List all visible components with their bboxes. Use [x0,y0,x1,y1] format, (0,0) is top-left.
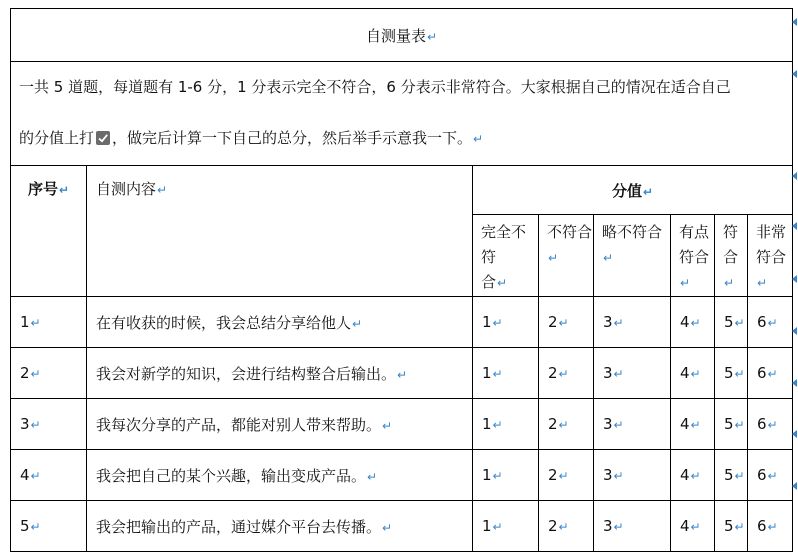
paragraph-mark-icon: ↵ [367,469,378,484]
paragraph-mark-icon: ↵ [548,251,559,265]
paragraph-mark-icon: ↵ [492,520,503,534]
paragraph-mark-icon: ↵ [492,316,503,330]
paragraph-mark-icon: ↵ [767,418,778,432]
paragraph-mark-icon: ↵ [427,29,438,44]
row-marker-icon [792,172,797,180]
row-content: 在有收获的时候，我会总结分享给他人↵ [87,297,473,348]
paragraph-mark-icon: ↵ [690,367,701,381]
score-cell: 2↵ [539,450,594,501]
paragraph-mark-icon: ↵ [558,367,569,381]
paragraph-mark-icon: ↵ [690,418,701,432]
table-title: 自测量表 [366,26,427,45]
paragraph-mark-icon: ↵ [492,469,503,483]
level-header-1: 完全不符 合↵ [473,215,539,297]
score-cell: 4↵ [671,399,715,450]
score-cell: 3↵ [594,501,671,552]
paragraph-mark-icon: ↵ [30,520,41,534]
score-cell: 1↵ [473,450,539,501]
score-cell: 6↵ [748,297,793,348]
paragraph-mark-icon: ↵ [767,367,778,381]
row-marker-icon [792,430,797,438]
paragraph-mark-icon: ↵ [690,520,701,534]
score-cell: 6↵ [748,501,793,552]
row-marker-icon [792,18,797,26]
paragraph-mark-icon: ↵ [382,520,393,535]
score-cell: 4↵ [671,501,715,552]
paragraph-mark-icon: ↵ [680,276,691,290]
paragraph-mark-icon: ↵ [558,469,569,483]
paragraph-mark-icon: ↵ [613,469,624,483]
score-cell: 3↵ [594,297,671,348]
paragraph-mark-icon: ↵ [497,276,508,290]
paragraph-mark-icon: ↵ [492,367,503,381]
paragraph-mark-icon: ↵ [558,520,569,534]
paragraph-mark-icon: ↵ [690,469,701,483]
score-cell: 1↵ [473,501,539,552]
row-seq: 2↵ [11,348,87,399]
score-cell: 4↵ [671,348,715,399]
paragraph-mark-icon: ↵ [724,276,735,290]
paragraph-mark-icon: ↵ [734,367,745,381]
row-content: 我会对新学的知识，会进行结构整合后输出。↵ [87,348,473,399]
paragraph-mark-icon: ↵ [30,316,41,330]
self-assessment-table [10,8,793,552]
paragraph-mark-icon: ↵ [157,183,168,197]
paragraph-mark-icon: ↵ [767,316,778,330]
paragraph-mark-icon: ↵ [492,418,503,432]
row-marker-icon [792,222,797,230]
row-marker-icon [792,70,797,78]
level-header-6: 非常 符合↵ [748,215,793,297]
paragraph-mark-icon: ↵ [603,251,614,265]
score-cell: 1↵ [473,297,539,348]
score-cell: 1↵ [473,348,539,399]
margin-marks [792,0,798,528]
paragraph-mark-icon: ↵ [397,367,408,382]
checked-box-icon [96,131,110,145]
row-seq: 5↵ [11,501,87,552]
level-header-2: 不符合↵ [539,215,594,297]
paragraph-mark-icon: ↵ [352,316,363,331]
score-cell: 3↵ [594,399,671,450]
table-row [11,501,793,552]
instructions-line-2: 的分值上打 ，做完后计算一下自己的总分，然后举手示意我一下。↵ [19,129,484,147]
header-score: 分值↵ [473,166,793,215]
score-cell: 6↵ [748,450,793,501]
row-marker-icon [792,327,797,335]
table-row [11,399,793,450]
table-body [11,297,793,552]
paragraph-mark-icon: ↵ [690,316,701,330]
paragraph-mark-icon: ↵ [382,418,393,433]
paragraph-mark-icon: ↵ [558,316,569,330]
score-cell: 4↵ [671,297,715,348]
score-cell: 2↵ [539,297,594,348]
row-seq: 4↵ [11,450,87,501]
header-content: 自测内容↵ [87,166,473,297]
score-cell: 5↵ [715,348,748,399]
score-cell: 2↵ [539,501,594,552]
score-cell: 5↵ [715,297,748,348]
level-header-5: 符 合↵ [715,215,748,297]
paragraph-mark-icon: ↵ [613,520,624,534]
score-cell: 5↵ [715,399,748,450]
paragraph-mark-icon: ↵ [734,469,745,483]
score-cell: 2↵ [539,399,594,450]
paragraph-mark-icon: ↵ [734,316,745,330]
score-cell: 5↵ [715,501,748,552]
paragraph-mark-icon: ↵ [30,418,41,432]
instructions-cell [11,62,793,166]
paragraph-mark-icon: ↵ [473,132,484,146]
score-cell: 3↵ [594,348,671,399]
level-header-4: 有点 符合↵ [671,215,715,297]
paragraph-mark-icon: ↵ [613,367,624,381]
paragraph-mark-icon: ↵ [558,418,569,432]
row-marker-icon [792,275,797,283]
score-cell: 2↵ [539,348,594,399]
paragraph-mark-icon: ↵ [734,418,745,432]
paragraph-mark-icon: ↵ [767,520,778,534]
table-row [11,450,793,501]
paragraph-mark-icon: ↵ [767,469,778,483]
row-seq: 1↵ [11,297,87,348]
table-row [11,297,793,348]
paragraph-mark-icon: ↵ [58,183,70,197]
paragraph-mark-icon: ↵ [30,367,41,381]
score-cell: 3↵ [594,450,671,501]
row-content: 我会把自己的某个兴趣，输出变成产品。↵ [87,450,473,501]
level-header-3: 略不符合↵ [594,215,671,297]
score-cell: 1↵ [473,399,539,450]
score-cell: 6↵ [748,348,793,399]
header-seq: 序号↵ [11,166,87,297]
paragraph-mark-icon: ↵ [613,316,624,330]
score-cell: 4↵ [671,450,715,501]
row-seq: 3↵ [11,399,87,450]
table-title-cell [11,9,793,62]
score-cell: 5↵ [715,450,748,501]
paragraph-mark-icon: ↵ [757,276,768,290]
paragraph-mark-icon: ↵ [643,184,654,199]
row-content: 我会把输出的产品，通过媒介平台去传播。↵ [87,501,473,552]
score-cell: 6↵ [748,399,793,450]
instructions-line-1: 一共 5 道题，每道题有 1-6 分，1 分表示完全不符合，6 分表示非常符合。大家根据自己的情况在适合自己 [19,78,731,96]
row-marker-icon [792,482,797,490]
paragraph-mark-icon: ↵ [30,469,41,483]
table-row [11,348,793,399]
paragraph-mark-icon: ↵ [734,520,745,534]
paragraph-mark-icon: ↵ [613,418,624,432]
row-marker-icon [792,379,797,387]
row-content: 我每次分享的产品，都能对别人带来帮助。↵ [87,399,473,450]
